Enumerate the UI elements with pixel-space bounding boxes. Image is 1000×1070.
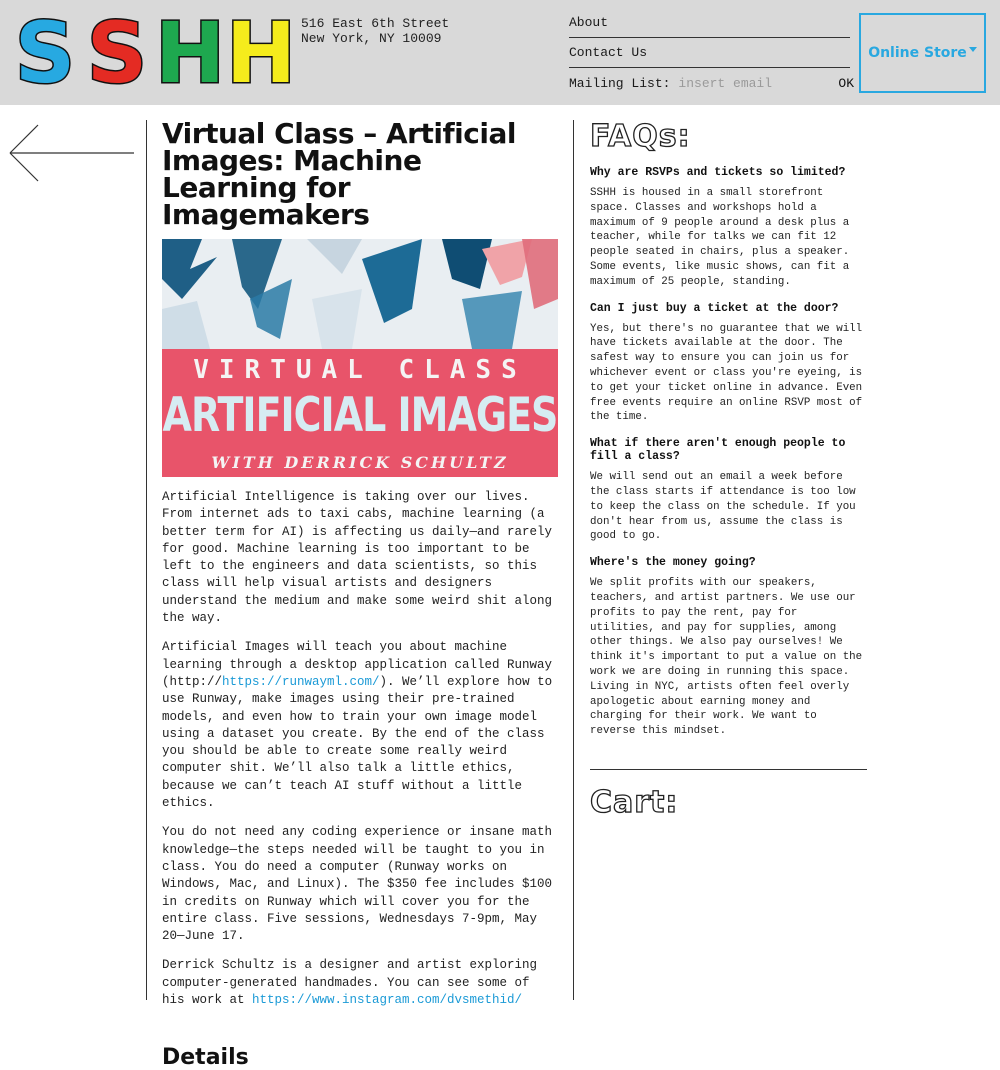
- banner-artwork: [162, 239, 558, 349]
- faq-answer: We will send out an email a week before the class starts if attendance is too low to keep the class on the schedule. If you don't hear from us, assume the class is good to go.: [590, 471, 856, 543]
- logo-letter-h2: H: [225, 4, 297, 102]
- column-divider-left: [146, 120, 147, 1000]
- faq-answer: SSHH is housed in a small storefront space. Classes and workshops hold a maximum of 9 people around a desk plus a teacher, while for talks we can fit 12 people seated in chairs, plus a speaker. Some events, like music shows, can fit a maximum of 25 people, standing.: [590, 187, 850, 288]
- back-arrow-icon[interactable]: [8, 124, 136, 182]
- nav-contact-link[interactable]: [569, 38, 850, 68]
- sshh-logo[interactable]: [12, 4, 297, 102]
- details-heading: Details: [162, 1045, 249, 1070]
- column-divider-right: [573, 120, 574, 1000]
- runway-link[interactable]: https://runwayml.com/: [222, 674, 380, 689]
- sidebar: [590, 120, 867, 820]
- header-nav: [569, 8, 855, 98]
- mailing-list-label: Mailing List:: [569, 75, 671, 91]
- logo-letter-s2: S: [86, 4, 148, 102]
- paragraph-2-text-before: Artificial Images will teach you about machine learning through a desktop application called Runway (http://: [162, 640, 553, 689]
- address-city: New York, NY 10009: [301, 31, 442, 46]
- sidebar-divider: [590, 769, 867, 770]
- banner-text-instructor: WITH DERRICK SCHULTZ: [211, 453, 509, 472]
- faq-item: [590, 556, 867, 739]
- faq-item: [590, 437, 867, 544]
- description-paragraph-2: [162, 639, 559, 812]
- faq-question: Can I just buy a ticket at the door?: [590, 301, 839, 315]
- faq-item: [590, 166, 867, 290]
- event-banner-image: [162, 239, 558, 477]
- faq-heading: FAQs:: [590, 119, 691, 154]
- faq-item: [590, 302, 867, 426]
- description-paragraph-4: [162, 957, 559, 1009]
- cart-heading: Cart:: [590, 784, 679, 820]
- caret-down-icon: [969, 47, 977, 52]
- mailing-list-form: [569, 68, 855, 98]
- address-street: 516 East 6th Street: [301, 16, 450, 31]
- faq-answer: Yes, but there's no guarantee that we will have tickets available at the door. The safest way to ensure you can join us for whichever event or class you're eyeing, is to get your ticket online in advance. Even free events require an online RSVP most of the time.: [590, 322, 863, 424]
- faq-answer: We split profits with our speakers, teachers, and artist partners. We use our profits to pay the rent, pay for utilities, and pay for supplies, among other things. We also pay ourselves! We think it's important to put a value on the work we are doing in running this space. Living in NYC, artists often feel overly apologetic about earning money and charging for their work. We want to reverse this mindset.: [590, 577, 863, 738]
- description-paragraph-3: You do not need any coding experience or insane math knowledge—the steps needed will be taught to you in class. You do need a computer (Runway works on Windows, Mac, and Linux). The $350 fee includes $100 in credits on Runway which will cover you for the entire class. Five sessions, Wednesdays 7-9pm, May 20—June 17.: [162, 825, 553, 944]
- paragraph-4-text: Derrick Schultz is a designer and artist exploring computer-generated handmades. You can see some of his work at: [162, 958, 538, 1008]
- email-input[interactable]: [678, 76, 838, 91]
- nav-contact-label: Contact Us: [569, 45, 648, 60]
- banner-text-virtual-class: VIRTUAL CLASS: [193, 355, 527, 385]
- instagram-link[interactable]: https://www.instagram.com/dvsmethid/: [252, 993, 523, 1008]
- online-store-label: Online Store: [868, 45, 967, 61]
- description-paragraph-1: Artificial Intelligence is taking over our lives. From internet ads to taxi cabs, machine learning (a better term for AI) is affecting us daily—and rarely for good. Machine learning is too important to be left to the engineers and data scientists, so this class will help visual artists and designers understand the medium and make some weird shit along the way.: [162, 490, 553, 626]
- address: [301, 16, 449, 46]
- faq-question: What if there aren't enough people to fill a class?: [590, 437, 846, 464]
- event-content: [162, 117, 559, 1070]
- site-header: [0, 0, 1000, 105]
- logo-letter-s1: S: [14, 4, 76, 102]
- banner-text-artificial-images: ARTIFICIAL IMAGES: [162, 387, 558, 442]
- faq-question: Why are RSVPs and tickets so limited?: [590, 166, 846, 179]
- faq-question: Where's the money going?: [590, 556, 756, 570]
- event-title: Virtual Class – Artificial Images: Machine Learning for Imagemakers: [162, 117, 516, 231]
- nav-about-link[interactable]: [569, 8, 850, 38]
- paragraph-2-text-after: ). We’ll explore how to use Runway, make images using their pre-trained models, and even how to train your own image model using a dataset you create. By the end of the class you should be able to create some really weird computer shit. We’ll also talk a little ethics, because we can’t teach AI stuff without a little ethics.: [162, 674, 553, 811]
- online-store-dropdown[interactable]: [859, 13, 986, 93]
- abstract-art-graphic: [162, 239, 558, 349]
- logo-letter-h1: H: [154, 4, 226, 102]
- mailing-ok-button[interactable]: OK: [838, 75, 855, 91]
- nav-about-label: About: [569, 15, 609, 30]
